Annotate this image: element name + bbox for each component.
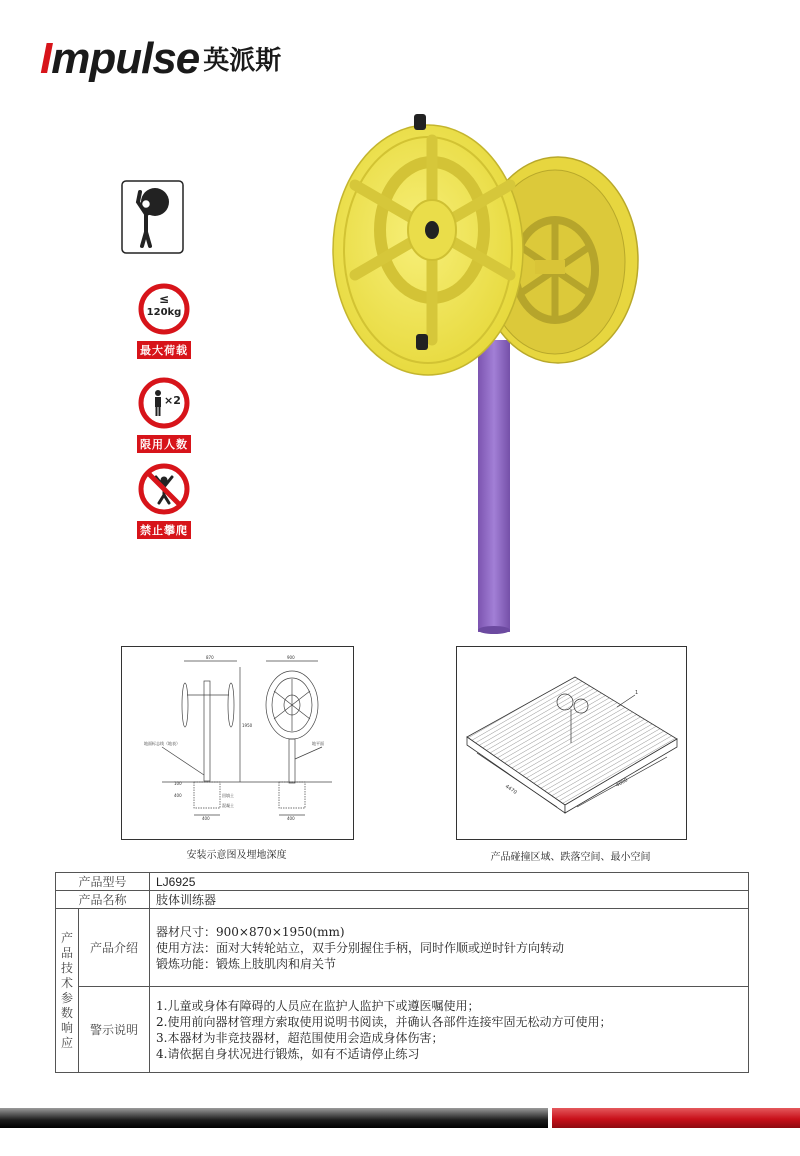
- dim-width-top: 870: [206, 655, 214, 660]
- table-row-name: [56, 891, 749, 909]
- model-key: 产品型号: [56, 873, 150, 891]
- product-spec-table: [55, 872, 749, 1073]
- area-dim-a: 4470: [503, 783, 518, 796]
- intro-line: 器材尺寸：900×870×1950(mm): [156, 924, 345, 939]
- table-row-warning: [56, 987, 749, 1073]
- area-diagram: [456, 646, 687, 840]
- note-concrete: 混凝土: [222, 803, 234, 808]
- user-limit-value: ×2: [164, 394, 181, 407]
- intro-key: 产品介绍: [79, 909, 150, 987]
- dim-depth2: 100: [174, 781, 182, 786]
- user-limit-label: 限用人数: [137, 435, 191, 453]
- area-caption: 产品碰撞区域、跌落空间、最小空间: [490, 852, 651, 863]
- dim-height: 1950: [242, 723, 253, 728]
- brand-wordmark: [40, 34, 200, 83]
- exercise-person-icon: [121, 180, 184, 254]
- note-ground-level: 地平面: [312, 741, 324, 746]
- footer-bar-red: [552, 1108, 800, 1128]
- intro-line: 使用方法：面对大转轮站立，双手分别握住手柄，同时作顺或逆时针方向转动: [156, 940, 565, 955]
- warning-line: 2.使用前向器材管理方索取使用说明书阅读，并确认各部件连接牢固无松动方可使用；: [156, 1014, 612, 1029]
- brand-initial: I: [40, 34, 52, 83]
- dim-width-right: 900: [287, 655, 295, 660]
- warning-line: 4.请依据自身状况进行锻炼，如有不适请停止练习: [156, 1046, 420, 1061]
- table-row-model: [56, 873, 749, 891]
- area-dim-b: 4000: [615, 777, 630, 789]
- install-caption: 安装示意图及埋地深度: [186, 850, 287, 861]
- product-illustration: [330, 90, 640, 635]
- name-value: 肢体训练器: [150, 891, 749, 909]
- dim-depth: 400: [174, 793, 182, 798]
- no-climbing-icon: [138, 463, 190, 515]
- no-climbing-sign: [133, 463, 195, 539]
- warning-value: [150, 987, 749, 1073]
- max-load-value: 120kg: [146, 307, 182, 318]
- note-ground-mark: 地面标志线（地表）: [144, 741, 180, 746]
- intro-value: [150, 909, 749, 987]
- dim-base-right: 400: [287, 816, 295, 821]
- warning-line: 3.本器材为非竞技器材，超范围使用会造成身体伤害；: [156, 1030, 444, 1045]
- model-value: LJ6925: [150, 873, 749, 891]
- brand-chinese-name: 英派斯: [203, 46, 282, 76]
- dim-base-left: 400: [202, 816, 210, 821]
- footer-bar-dark: [0, 1108, 548, 1128]
- warning-line: 1.儿童或身体有障碍的人员应在监护人监护下或遵医嘱使用；: [156, 998, 480, 1013]
- max-load-label: 最大荷载: [137, 341, 191, 359]
- brand-rest: mpulse: [51, 34, 200, 83]
- warning-key: 警示说明: [79, 987, 150, 1073]
- table-row-intro: [56, 909, 749, 987]
- no-climbing-label: 禁止攀爬: [137, 521, 191, 539]
- area-label-1: 1: [635, 690, 639, 696]
- intro-line: 锻炼功能：锻炼上肢肌肉和肩关节: [156, 956, 337, 971]
- install-diagram: [121, 646, 354, 840]
- user-limit-sign: [133, 377, 195, 453]
- max-load-symbol: ≤: [158, 292, 170, 306]
- max-load-sign: [133, 283, 195, 359]
- side-label: 产 品 技 术 参 数 响 应: [56, 909, 79, 1073]
- name-key: 产品名称: [56, 891, 150, 909]
- note-backfill: 回填土: [222, 793, 234, 798]
- brand-logo: [40, 34, 282, 83]
